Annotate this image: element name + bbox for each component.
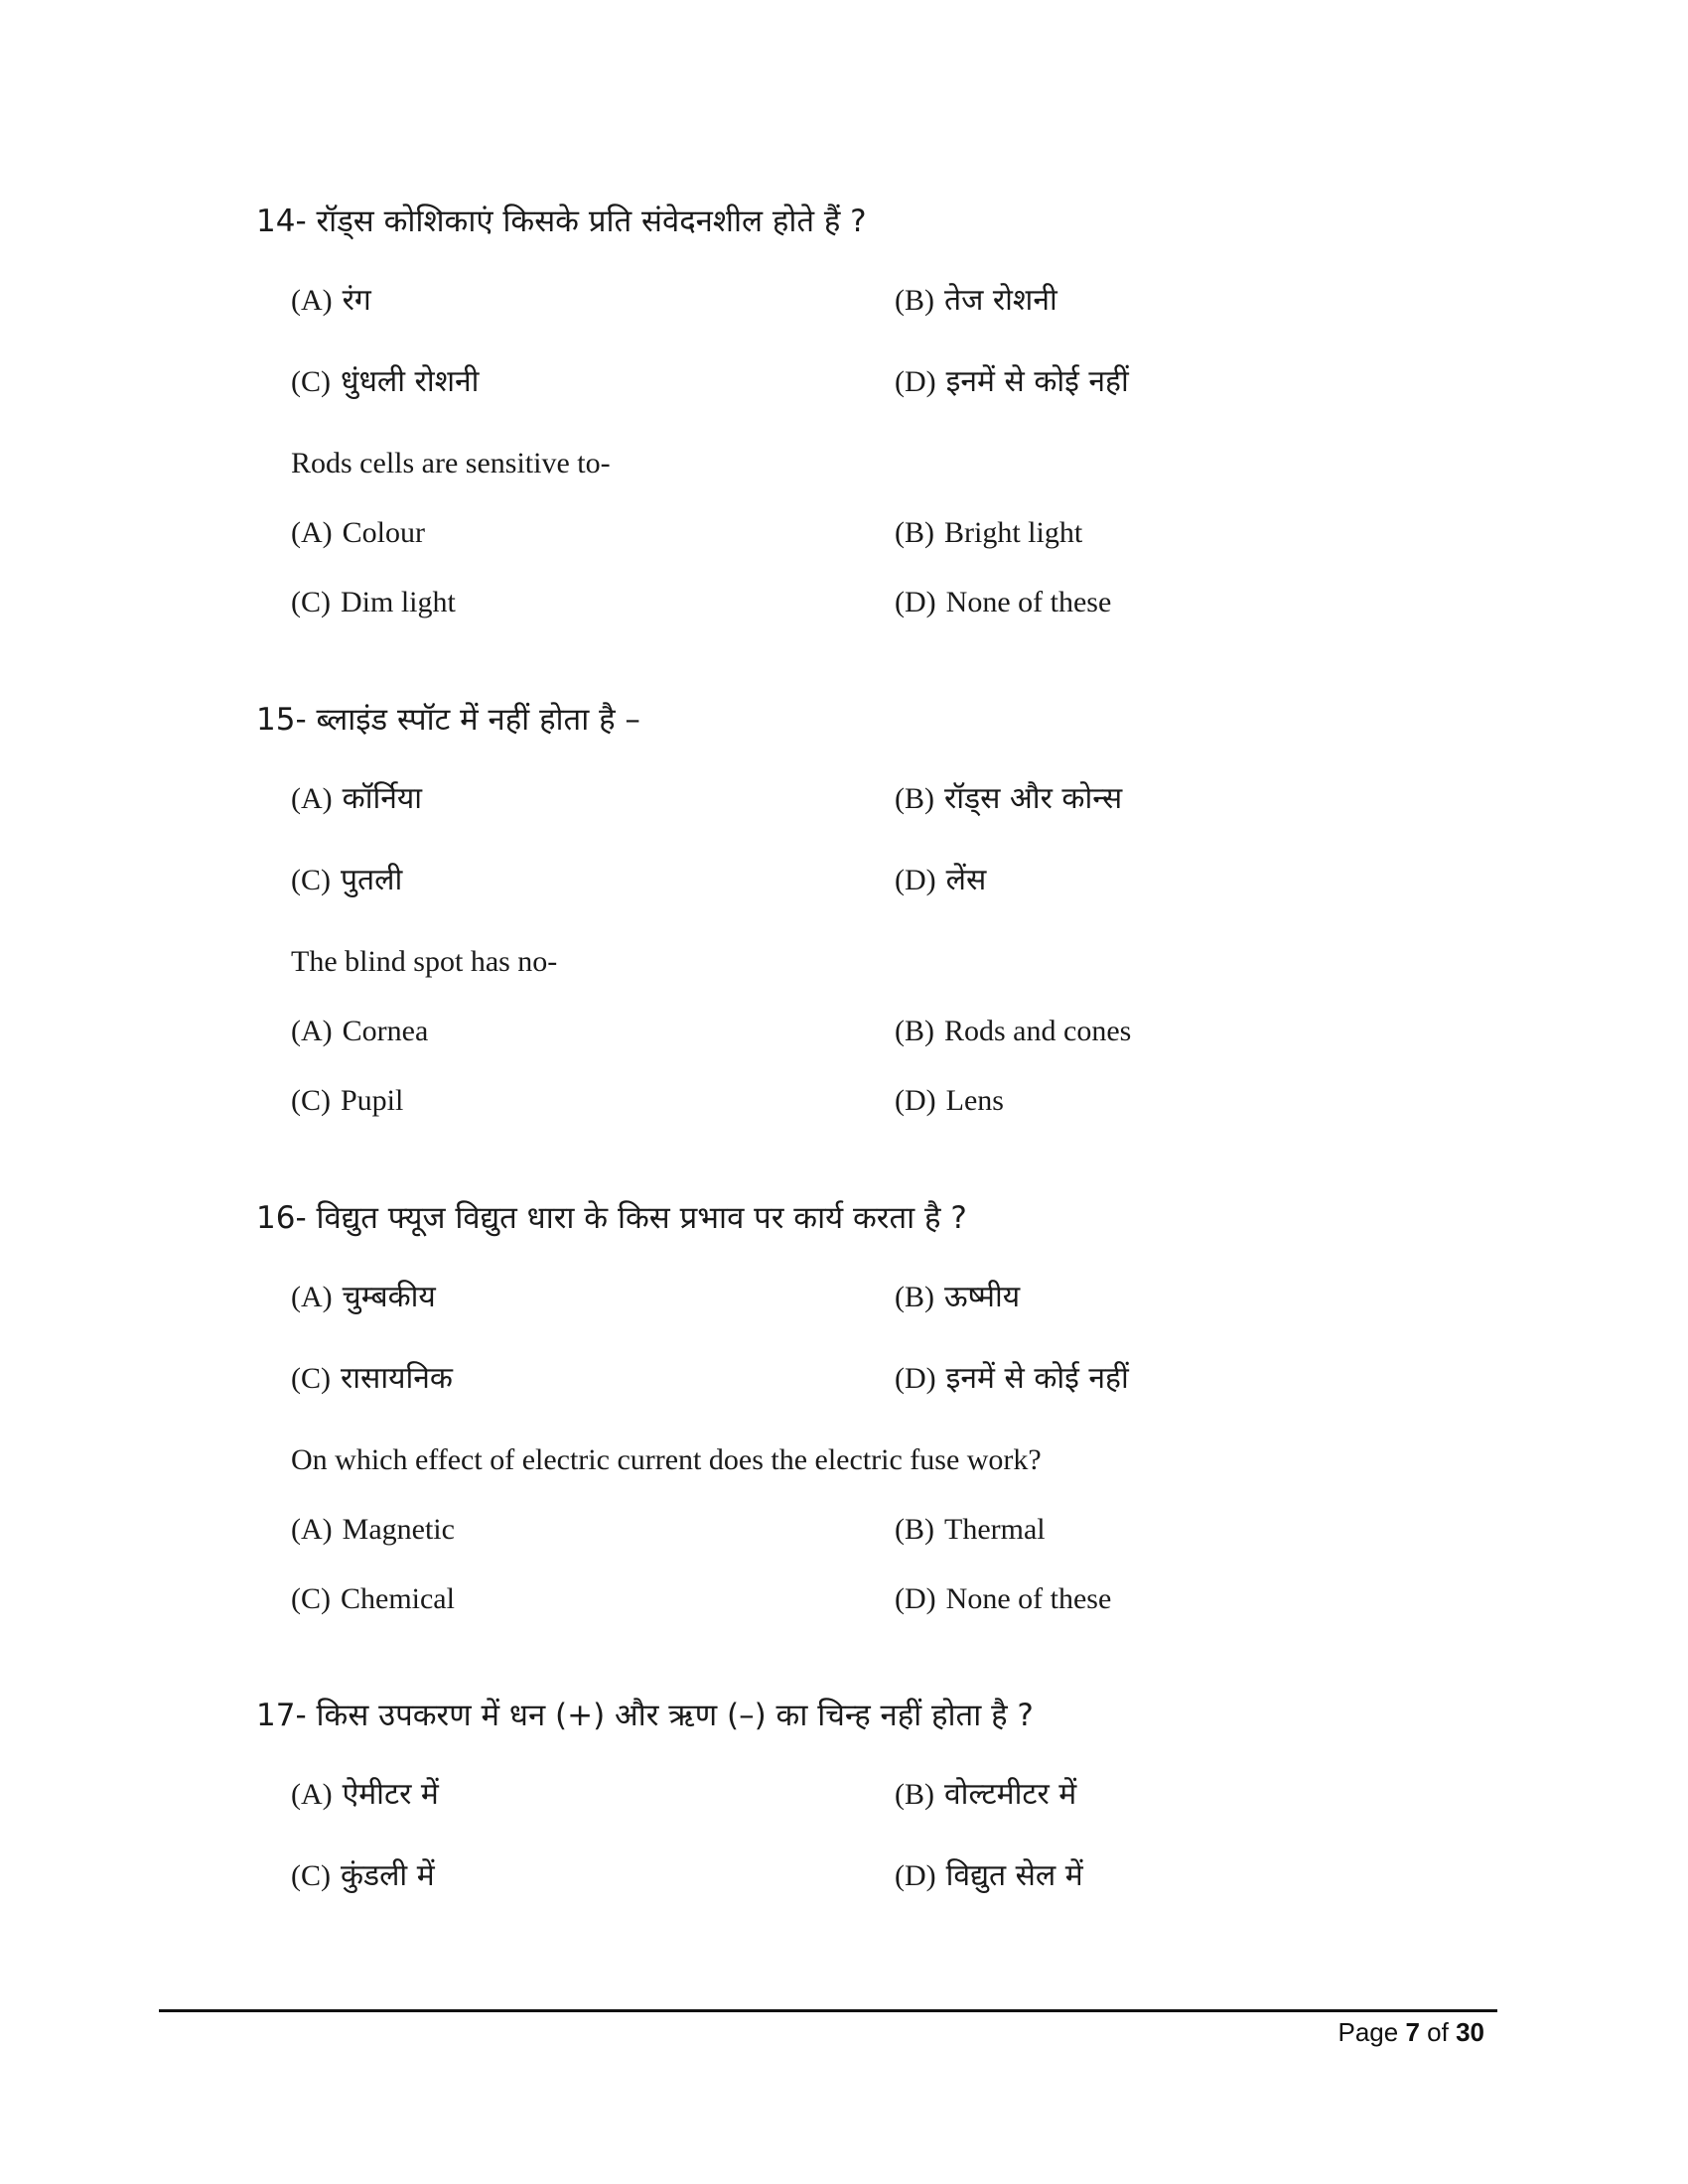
option-text: None of these (945, 1582, 1112, 1615)
option-b (895, 276, 1057, 331)
option-a (291, 1007, 428, 1061)
option-d (895, 1851, 1083, 1906)
option-key: (D) (895, 1084, 936, 1117)
option-key: (B) (895, 1281, 934, 1313)
option-c (291, 578, 456, 632)
option-key: (C) (291, 365, 331, 398)
option-key: (C) (291, 1084, 331, 1117)
option-key: (A) (291, 284, 333, 317)
option-b (895, 1770, 1076, 1825)
option-text: तेज रोशनी (944, 283, 1057, 318)
option-d (895, 357, 1129, 412)
option-b (895, 1505, 1046, 1560)
option-row (291, 1851, 1497, 1933)
option-key: (A) (291, 1281, 333, 1313)
option-key: (A) (291, 1513, 333, 1546)
option-text: इनमें से कोई नहीं (945, 364, 1129, 399)
option-a (291, 276, 371, 331)
option-text: चुम्बकीय (342, 1280, 436, 1314)
question-hindi: 16- विद्युत फ्यूज विद्युत धारा के किस प्रभाव पर कार्य करता है ? (256, 1200, 967, 1236)
question-hindi: 17- किस उपकरण में धन (+) और ऋण (–) का चिन्ह नहीं होता है ? (256, 1698, 1034, 1733)
option-row (291, 276, 1497, 357)
option-key: (D) (895, 365, 936, 398)
option-d (895, 1076, 1004, 1131)
option-text: धुंधली रोशनी (341, 364, 480, 399)
question-17 (256, 1691, 1497, 1933)
option-row (291, 578, 1497, 647)
option-d (895, 856, 986, 910)
option-key: (D) (895, 586, 936, 618)
option-row (291, 1007, 1497, 1076)
option-key: (C) (291, 1362, 331, 1395)
option-text: Dim light (341, 586, 456, 618)
option-key: (D) (895, 864, 936, 896)
option-c (291, 357, 479, 412)
option-text: रासायनिक (341, 1361, 453, 1396)
option-c (291, 1076, 403, 1131)
option-b (895, 774, 1122, 829)
option-row (291, 856, 1497, 937)
option-text: Cornea (342, 1015, 429, 1047)
question-english: The blind spot has no- (291, 945, 558, 978)
option-row (291, 1770, 1497, 1851)
option-c (291, 856, 402, 910)
option-text: Thermal (944, 1513, 1046, 1546)
option-a (291, 1770, 439, 1825)
option-text: Chemical (341, 1582, 455, 1615)
option-text: लेंस (945, 863, 987, 897)
option-b (895, 1007, 1131, 1061)
option-key: (B) (895, 284, 934, 317)
option-key: (D) (895, 1362, 936, 1395)
option-b (895, 1273, 1020, 1327)
option-row (291, 1273, 1497, 1354)
option-key: (A) (291, 516, 333, 549)
option-row (291, 1076, 1497, 1146)
question-14 (256, 197, 1497, 647)
option-d (895, 1354, 1129, 1409)
question-15 (256, 695, 1497, 1146)
option-row (291, 1505, 1497, 1574)
option-key: (B) (895, 516, 934, 549)
page-number (1337, 2017, 1484, 2048)
option-text: Magnetic (342, 1513, 455, 1546)
option-text: रंग (342, 283, 371, 318)
option-key: (A) (291, 1015, 333, 1047)
option-row (291, 508, 1497, 578)
option-text: ऐमीटर में (342, 1777, 439, 1812)
option-text: पुतली (341, 863, 403, 897)
option-text: Rods and cones (944, 1015, 1132, 1047)
option-b (895, 508, 1082, 563)
option-text: ऊष्मीय (944, 1280, 1021, 1314)
of-label: of (1427, 2017, 1449, 2047)
option-row (291, 774, 1497, 856)
option-key: (B) (895, 1778, 934, 1811)
question-hindi: 14- रॉड्स कोशिकाएं किसके प्रति संवेदनशील होते हैं ? (256, 204, 867, 239)
option-key: (B) (895, 782, 934, 815)
total-pages: 30 (1456, 2017, 1484, 2047)
option-row (291, 1354, 1497, 1435)
question-english: Rods cells are sensitive to- (291, 447, 611, 479)
option-text: इनमें से कोई नहीं (945, 1361, 1129, 1396)
option-a (291, 774, 422, 829)
option-c (291, 1354, 453, 1409)
option-key: (C) (291, 1859, 331, 1892)
option-text: कुंडली में (341, 1858, 435, 1893)
option-text: Colour (342, 516, 425, 549)
option-key: (B) (895, 1015, 934, 1047)
option-key: (C) (291, 1582, 331, 1615)
option-text: विद्युत सेल में (945, 1858, 1083, 1893)
option-text: रॉड्स और कोन्स (944, 781, 1123, 816)
option-text: Lens (945, 1084, 1004, 1117)
option-key: (B) (895, 1513, 934, 1546)
option-a (291, 508, 425, 563)
footer-divider (159, 2009, 1497, 2012)
question-hindi: 15- ब्लाइंड स्पॉट में नहीं होता है – (256, 702, 640, 738)
option-text: Pupil (341, 1084, 404, 1117)
option-d (895, 1574, 1111, 1629)
option-c (291, 1574, 455, 1629)
current-page: 7 (1405, 2017, 1420, 2047)
option-key: (C) (291, 586, 331, 618)
question-english: On which effect of electric current does the electric fuse work? (291, 1443, 1042, 1476)
option-text: कॉर्निया (342, 781, 423, 816)
option-key: (C) (291, 864, 331, 896)
page-label: Page (1337, 2017, 1399, 2047)
option-row (291, 357, 1497, 439)
option-d (895, 578, 1111, 632)
option-text: None of these (945, 586, 1112, 618)
option-a (291, 1273, 436, 1327)
option-key: (A) (291, 1778, 333, 1811)
question-16 (256, 1193, 1497, 1644)
option-a (291, 1505, 455, 1560)
option-text: Bright light (944, 516, 1083, 549)
option-key: (D) (895, 1859, 936, 1892)
option-key: (A) (291, 782, 333, 815)
option-text: वोल्टमीटर में (944, 1777, 1077, 1812)
option-c (291, 1851, 435, 1906)
option-row (291, 1574, 1497, 1644)
option-key: (D) (895, 1582, 936, 1615)
